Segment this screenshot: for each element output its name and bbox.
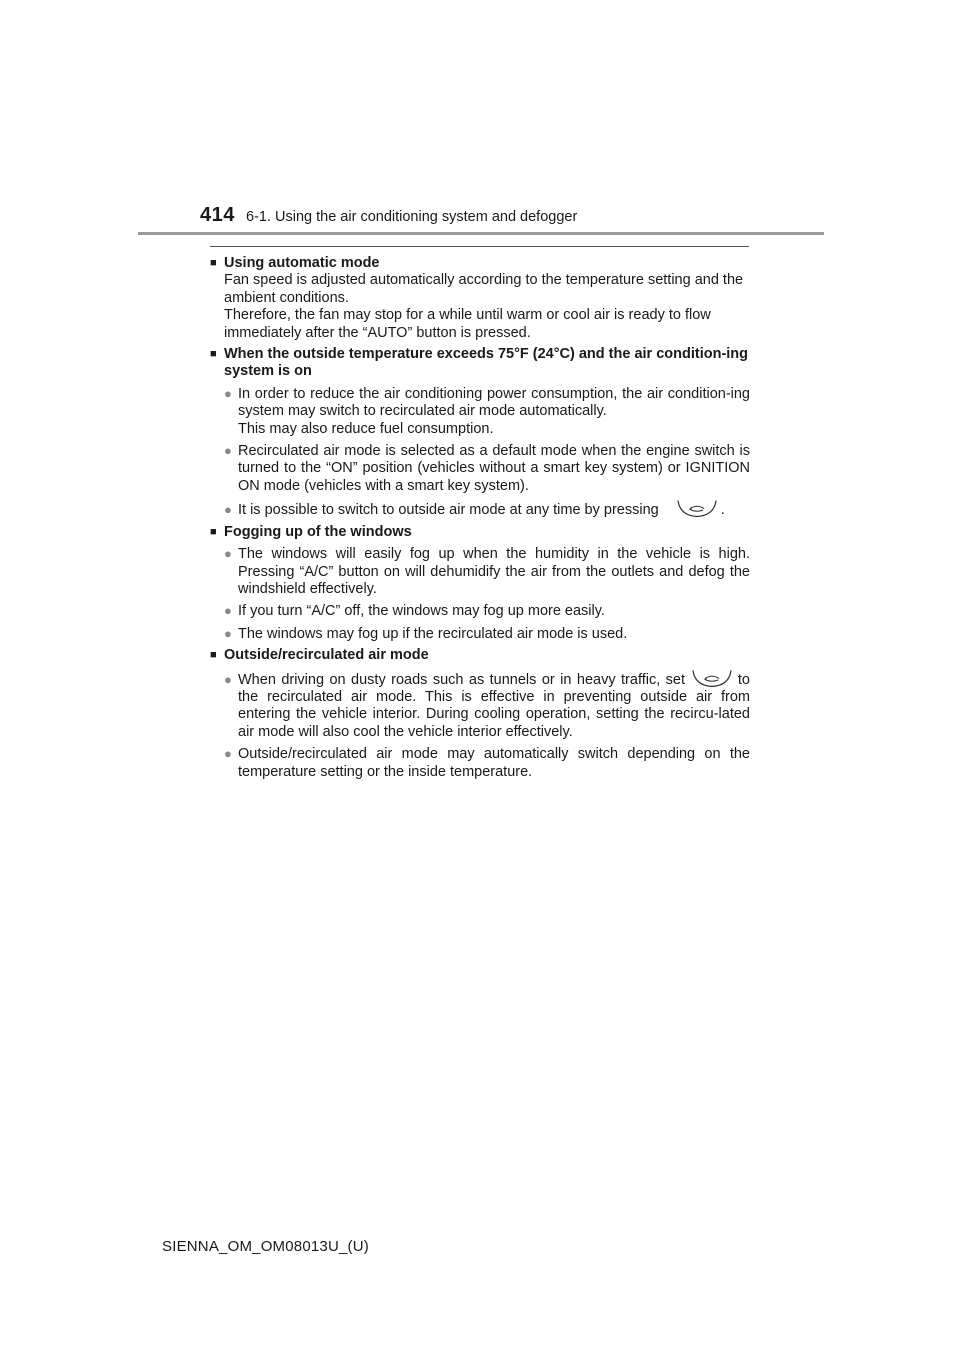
circle-bullet-icon: ● — [224, 546, 232, 562]
section-using-automatic-mode — [210, 255, 750, 342]
square-bullet-icon: ■ — [210, 348, 217, 361]
list-item: ● If you turn “A/C” off, the windows may fog up more easily. — [224, 603, 605, 620]
circle-bullet-icon: ● — [224, 746, 232, 762]
circle-bullet-icon: ● — [224, 385, 232, 401]
circle-bullet-icon: ● — [224, 671, 232, 687]
section-heading: When the outside temperature exceeds 75°F (24°C) and the air condition-ing system is on — [224, 346, 749, 380]
circle-bullet-icon: ● — [224, 443, 232, 459]
list-item: ● In order to reduce the air conditioning power consumption, the air condition-ing system may switch to recirculated air mode automatically. This may also reduce fuel consumption. — [224, 385, 750, 437]
section-outside-recirculated-air-mode — [210, 647, 750, 781]
section-fogging-up — [210, 524, 750, 643]
list-item: ● The windows will easily fog up when the humidity in the vehicle is high. Pressing “A/C” button on will dehumidify the air from the outlets and defog the windshield effectively. — [224, 546, 750, 597]
header-rule — [138, 232, 824, 235]
square-bullet-icon: ■ — [210, 525, 217, 538]
square-bullet-icon: ■ — [210, 649, 217, 662]
section-top-rule — [210, 246, 749, 247]
recirculated-air-button-icon — [692, 669, 732, 688]
list-item: ● Recirculated air mode is selected as a default mode when the engine switch is turned to the “ON” position (vehicles without a smart key system) or IGNITION ON mode (vehicles with a smart key system). — [224, 443, 750, 494]
document-code: SIENNA_OM_OM08013U_(U) — [162, 1238, 369, 1255]
square-bullet-icon: ■ — [210, 257, 217, 269]
body-paragraph: Therefore, the fan may stop for a while until warm or cool air is ready to flow immediately after the “AUTO” button is pressed. — [224, 307, 711, 341]
recirculated-air-button-icon — [677, 499, 717, 518]
section-heading: Using automatic mode — [224, 255, 380, 271]
page-number: 414 — [200, 204, 235, 226]
section-outside-temperature — [210, 346, 750, 520]
body-paragraph: Fan speed is adjusted automatically according to the temperature setting and the ambient conditions. — [224, 272, 744, 306]
circle-bullet-icon: ● — [224, 502, 232, 518]
page-content — [210, 255, 750, 785]
section-heading: Outside/recirculated air mode — [224, 647, 429, 664]
page-header — [200, 204, 630, 230]
list-item: ● The windows may fog up if the recirculated air mode is used. — [224, 625, 628, 642]
list-item: ● When driving on dusty roads such as tunnels or in heavy traffic, set to the recirculated air mode. This is effective in preventing outside air from entering the vehicle interior. During cooling operation, setting the recircu-lated air mode will also cool the vehicle interior effectively. — [210, 669, 750, 742]
circle-bullet-icon: ● — [224, 625, 232, 641]
chapter-title: 6-1. Using the air conditioning system and defogger — [246, 209, 578, 225]
list-item: ● It is possible to switch to outside air mode at any time by pressing . — [210, 499, 750, 519]
section-heading: Fogging up of the windows — [224, 523, 412, 540]
circle-bullet-icon: ● — [224, 603, 232, 619]
list-item: ● Outside/recirculated air mode may automatically switch depending on the temperature setting or the inside temperature. — [224, 746, 750, 780]
